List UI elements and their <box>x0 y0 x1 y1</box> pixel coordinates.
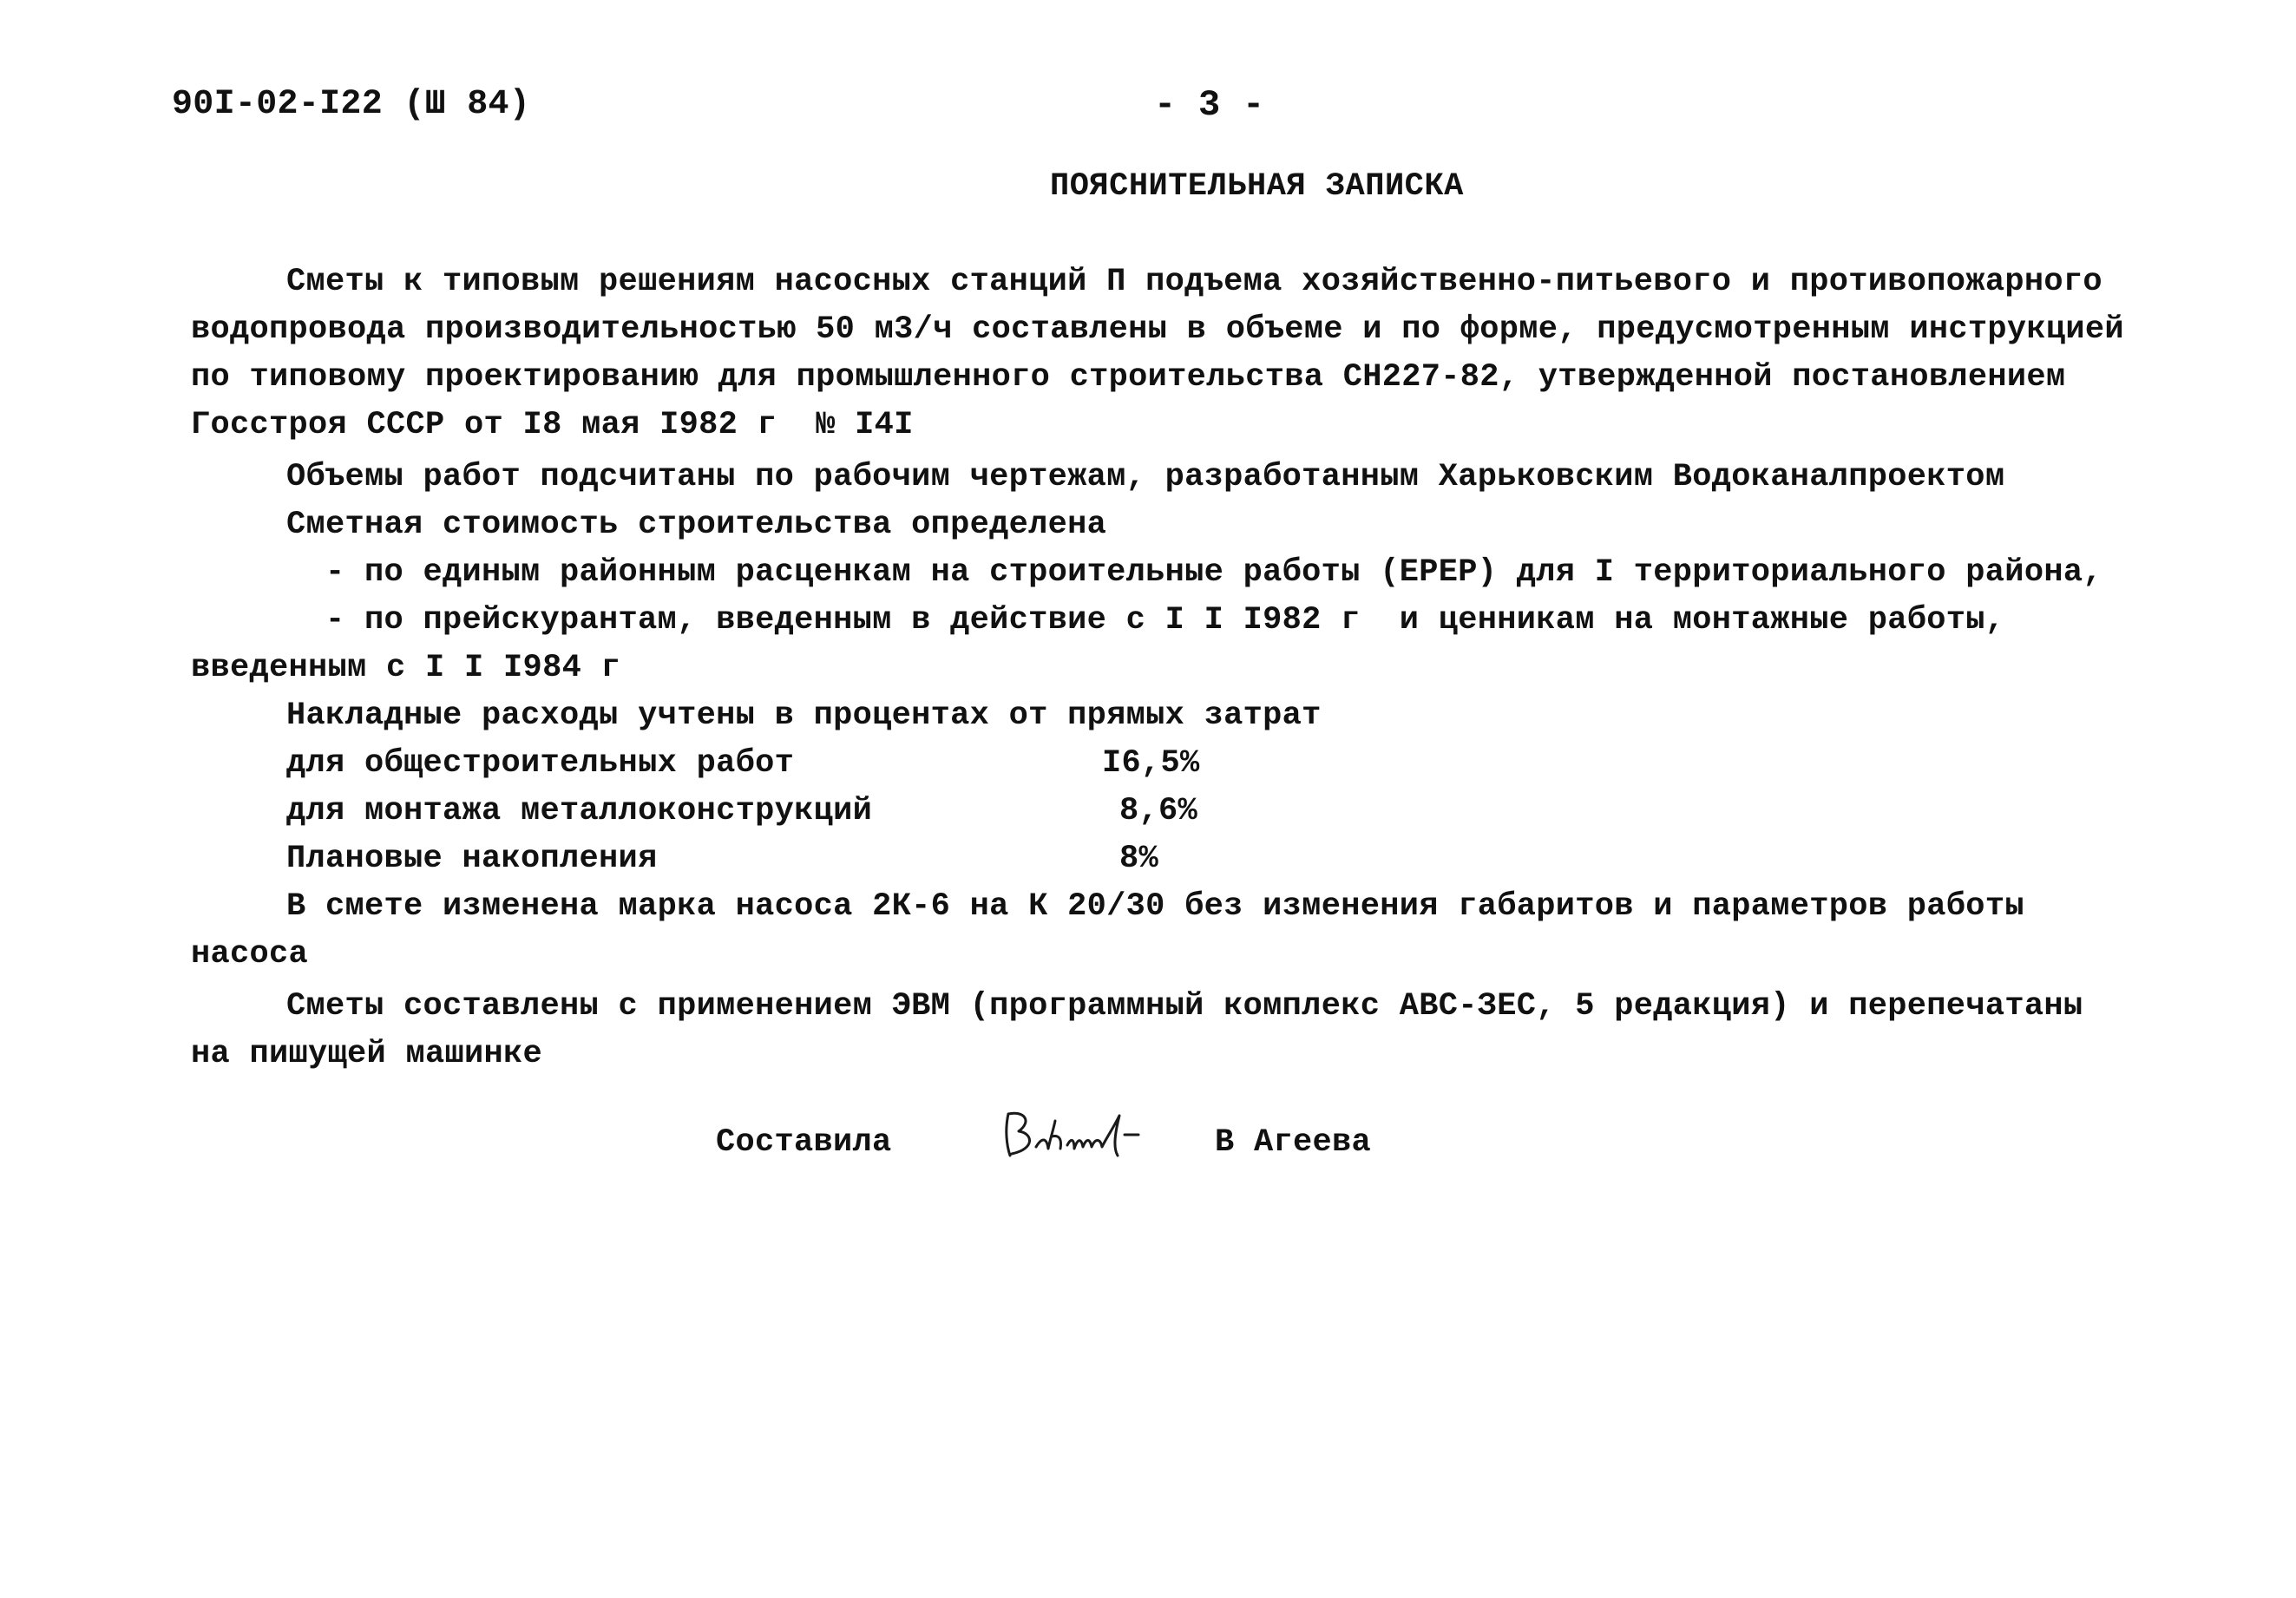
paragraph-line: - по единым районным расценкам на строительные работы (ЕРЕР) для I территориального района, <box>325 554 2102 591</box>
paragraph-line: на пишущей машинке <box>191 1036 543 1072</box>
paragraph-line: насоса <box>191 936 309 973</box>
page-number: - 3 - <box>1154 84 1265 126</box>
signature-name: В Агеева <box>1215 1124 1372 1161</box>
rate-value: 8% <box>1119 841 1159 877</box>
rate-label: для монтажа металлоконструкций <box>286 793 873 829</box>
rate-label: для общестроительных работ <box>286 745 795 782</box>
paragraph-line: Накладные расходы учтены в процентах от прямых затрат <box>286 697 1322 734</box>
rate-label: Плановые накопления <box>286 841 658 877</box>
signature-label: Составила <box>716 1124 892 1161</box>
paragraph-line: Сметы к типовым решениям насосных станций П подъема хозяйственно-питьевого и противопожарного <box>286 264 2102 300</box>
paragraph-line: введенным с I I I984 г <box>191 650 621 686</box>
paragraph-line: Госстроя СССР от I8 мая I982 г № I4I <box>191 407 914 443</box>
rate-value: 8,6% <box>1119 793 1198 829</box>
paragraph-line: водопровода производительностью 50 м3/ч составлены в объеме и по форме, предусмотренным инструкцией <box>191 311 2124 348</box>
paragraph-line: Сметная стоимость строительства определена <box>286 507 1107 543</box>
page-title: ПОЯСНИТЕЛЬНАЯ ЗАПИСКА <box>1050 168 1464 205</box>
handwritten-signature <box>998 1095 1180 1173</box>
document-code: 90I-02-I22 (Ш 84) <box>172 85 531 124</box>
paragraph-line: Сметы составлены с применением ЭВМ (программный комплекс АВС-ЗЕС, 5 редакция) и перепечатаны <box>286 988 2083 1025</box>
paragraph-line: - по прейскурантам, введенным в действие с I I I982 г и ценникам на монтажные работы, <box>325 602 2005 639</box>
paragraph-line: В смете изменена марка насоса 2К-6 на К 20/30 без изменения габаритов и параметров работы <box>286 888 2024 925</box>
rate-value: I6,5% <box>1102 745 1200 782</box>
paragraph-line: Объемы работ подсчитаны по рабочим чертежам, разработанным Харьковским Водоканалпроектом <box>286 459 2005 495</box>
paragraph-line: по типовому проектированию для промышленного строительства СН227-82, утвержденной постановлением <box>191 359 2066 396</box>
